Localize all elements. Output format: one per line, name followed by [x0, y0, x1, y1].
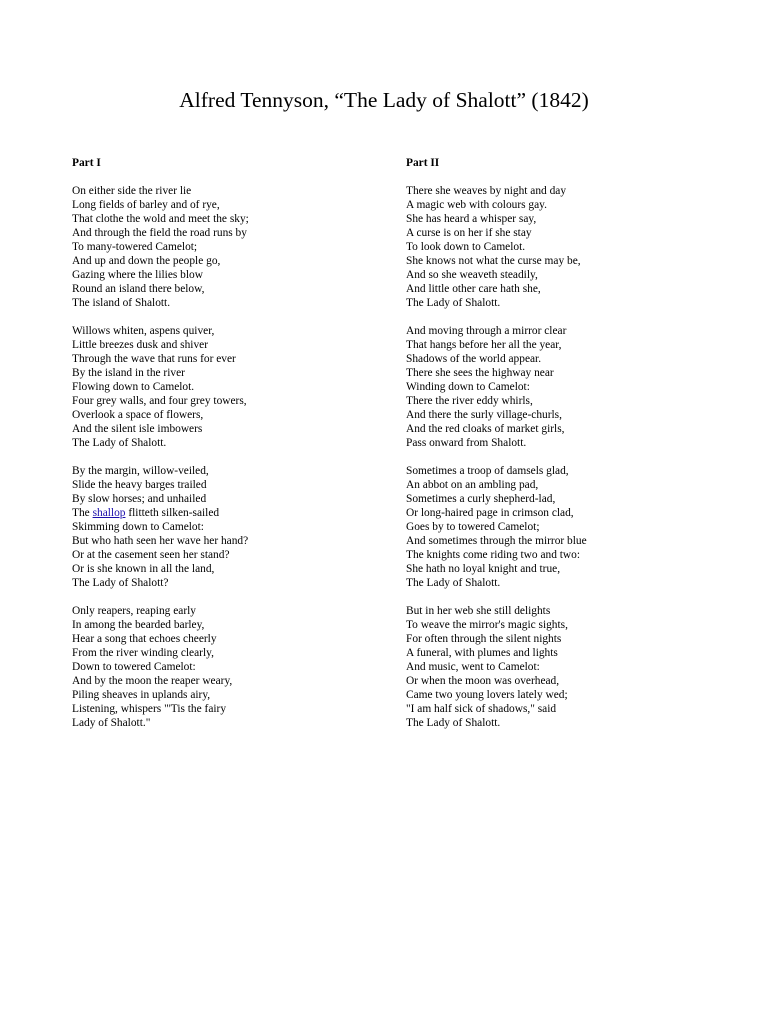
poem-line: And little other care hath she, [406, 283, 541, 295]
poem-line: Round an island there below, [72, 283, 205, 295]
poem-line: The Lady of Shalott. [406, 297, 501, 309]
poem-line: Willows whiten, aspens quiver, [72, 325, 215, 337]
part-heading: Part I [72, 157, 101, 169]
poem-line: There the river eddy whirls, [406, 395, 533, 407]
poem-line: And the red cloaks of market girls, [406, 423, 565, 435]
poem-line: A funeral, with plumes and lights [406, 647, 558, 659]
poem-line: The Lady of Shalott? [72, 577, 169, 589]
poem-line: Slide the heavy barges trailed [72, 479, 207, 491]
poem-line: On either side the river lie [72, 185, 192, 197]
stanza [72, 184, 392, 310]
document-title: Alfred Tennyson, “The Lady of Shalott” (1842) [179, 88, 589, 112]
poem-line: By slow horses; and unhailed [72, 493, 207, 505]
poem-line: Only reapers, reaping early [72, 605, 196, 617]
poem-line: An abbot on an ambling pad, [406, 479, 539, 491]
poem-line: The Lady of Shalott. [72, 437, 167, 449]
poem-line [72, 506, 392, 520]
poem-line: And moving through a mirror clear [406, 325, 567, 337]
poem-line: Lady of Shalott." [72, 717, 151, 729]
poem-line: Sometimes a troop of damsels glad, [406, 465, 569, 477]
stanza [72, 464, 392, 590]
poem-line: By the margin, willow-veiled, [72, 465, 209, 477]
line-text: flitteth silken-sailed [125, 507, 220, 519]
poem-line: A curse is on her if she stay [406, 227, 532, 239]
poem-line: But in her web she still delights [406, 605, 551, 617]
poem-line: Gazing where the lilies blow [72, 269, 203, 281]
poem-line: "I am half sick of shadows," said [406, 703, 557, 715]
poem-line: Through the wave that runs for ever [72, 353, 236, 365]
poem-line: To many-towered Camelot; [72, 241, 198, 253]
shallop-link[interactable]: shallop [92, 507, 126, 519]
stanza [406, 604, 726, 730]
poem-line: Hear a song that echoes cheerly [72, 633, 217, 645]
poem-line: And through the field the road runs by [72, 227, 247, 239]
poem-line: To look down to Camelot. [406, 241, 526, 253]
stanza [72, 324, 392, 450]
poem-line: Piling sheaves in uplands airy, [72, 689, 211, 701]
poem-line: From the river winding clearly, [72, 647, 214, 659]
poem-line: The island of Shalott. [72, 297, 171, 309]
stanza [406, 324, 726, 450]
poem-line: The Lady of Shalott. [406, 717, 501, 729]
poem-line: Pass onward from Shalott. [406, 437, 527, 449]
poem-line: For often through the silent nights [406, 633, 562, 645]
stanza [72, 604, 392, 730]
poem-line: Flowing down to Camelot. [72, 381, 195, 393]
poem-line: Goes by to towered Camelot; [406, 521, 540, 533]
poem-line: Overlook a space of flowers, [72, 409, 204, 421]
poem-line: Down to towered Camelot: [72, 661, 196, 673]
poem-line: Four grey walls, and four grey towers, [72, 395, 247, 407]
poem-line: To weave the mirror's magic sights, [406, 619, 568, 631]
poem-line: Or when the moon was overhead, [406, 675, 560, 687]
poem-line: And there the surly village-churls, [406, 409, 562, 421]
stanza [406, 184, 726, 310]
poem-line: And so she weaveth steadily, [406, 269, 538, 281]
part-1-column [72, 156, 392, 744]
poem-line: Came two young lovers lately wed; [406, 689, 568, 701]
poem-line: The knights come riding two and two: [406, 549, 580, 561]
stanza [406, 464, 726, 590]
part-2-column [406, 156, 726, 744]
poem-line: Listening, whispers "'Tis the fairy [72, 703, 227, 715]
poem-line: She hath no loyal knight and true, [406, 563, 561, 575]
poem-line: That clothe the wold and meet the sky; [72, 213, 249, 225]
poem-line: Or is she known in all the land, [72, 563, 215, 575]
poem-line: Or long-haired page in crimson clad, [406, 507, 574, 519]
poem-line: And up and down the people go, [72, 255, 221, 267]
poem-line: Winding down to Camelot: [406, 381, 530, 393]
poem-line: By the island in the river [72, 367, 185, 379]
poem-line: But who hath seen her wave her hand? [72, 535, 249, 547]
poem-line: And sometimes through the mirror blue [406, 535, 587, 547]
poem-line: Little breezes dusk and shiver [72, 339, 209, 351]
poem-line: Shadows of the world appear. [406, 353, 542, 365]
poem-line: A magic web with colours gay. [406, 199, 547, 211]
poem-line: The Lady of Shalott. [406, 577, 501, 589]
poem-line: She has heard a whisper say, [406, 213, 537, 225]
poem-line: And the silent isle imbowers [72, 423, 203, 435]
poem-line: She knows not what the curse may be, [406, 255, 581, 267]
poem-line: In among the bearded barley, [72, 619, 205, 631]
poem-line: Skimming down to Camelot: [72, 521, 204, 533]
poem-line: Sometimes a curly shepherd-lad, [406, 493, 556, 505]
poem-line: And by the moon the reaper weary, [72, 675, 233, 687]
poem-line: Long fields of barley and of rye, [72, 199, 220, 211]
poem-line: There she weaves by night and day [406, 185, 567, 197]
line-text: The [72, 507, 93, 519]
poem-line: And music, went to Camelot: [406, 661, 540, 673]
poem-line: There she sees the highway near [406, 367, 554, 379]
poem-line: Or at the casement seen her stand? [72, 549, 230, 561]
poem-line: That hangs before her all the year, [406, 339, 562, 351]
part-heading: Part II [406, 157, 440, 169]
